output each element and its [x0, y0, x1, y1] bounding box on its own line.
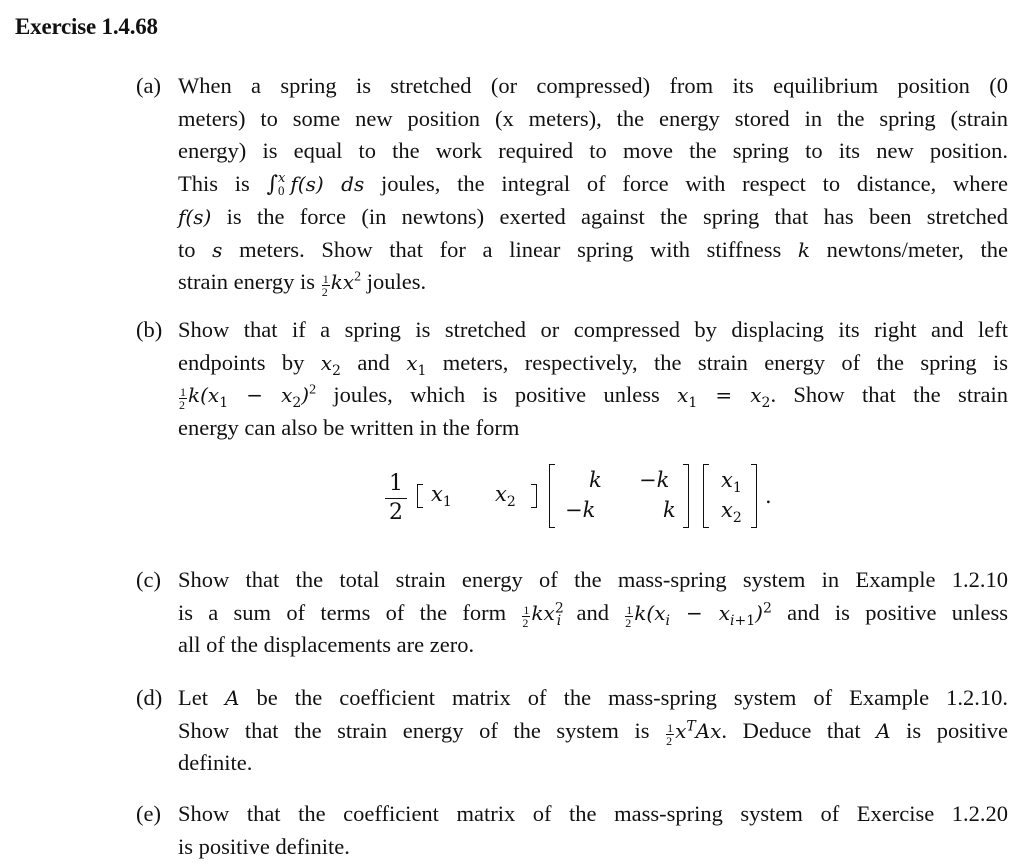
- equals-sign: =: [697, 383, 751, 407]
- column-vector-right-bracket: [751, 464, 757, 528]
- text-segment: and: [340, 349, 407, 375]
- text-line: [178, 379, 1008, 412]
- part-c-text: [178, 564, 1008, 662]
- part-a-text: [178, 70, 1008, 299]
- equation-period: .: [765, 484, 772, 508]
- text-line: [178, 266, 1008, 299]
- text-line: [178, 715, 1008, 748]
- text-segment: be the coefficient matrix of the mass-spring system of Example 1.2.10.: [239, 685, 1008, 710]
- integral-sign: ∫: [266, 171, 279, 197]
- text-line: When a spring is stretched (or compressed) from its equilibrium position (0: [178, 73, 1008, 98]
- integral-upper-limit: x: [278, 171, 286, 187]
- matrix-left-bracket: [549, 464, 555, 528]
- minus-sign: −: [228, 383, 282, 407]
- text-segment: joules, the integral of force with respect to distance, where: [364, 170, 1008, 196]
- text-line: all of the displacements are zero.: [178, 632, 475, 657]
- part-b-label: (b): [136, 317, 163, 342]
- text-line: [178, 682, 1008, 715]
- exponent: 2: [354, 269, 362, 285]
- text-segment: to: [178, 236, 213, 262]
- text-segment: and: [561, 599, 625, 625]
- text-line: [178, 597, 1008, 630]
- text-line: energy can also be written in the form: [178, 414, 520, 440]
- part-d-text: [178, 682, 1008, 780]
- math-expression: $k(x_1$: [188, 383, 229, 411]
- matrix-right-bracket: [683, 464, 689, 528]
- text-segment: is a sum of terms of the form: [178, 599, 522, 625]
- fraction-half: $\frac{1}{2}$: [666, 720, 674, 748]
- math-expression: f(s) ds: [290, 171, 365, 196]
- part-d-label: (d): [136, 685, 163, 710]
- math-expression: kx: [330, 270, 355, 294]
- text-segment: . Show that the strain: [770, 382, 1008, 407]
- part-a-label: (a): [136, 73, 161, 98]
- text-segment: is the force (in newtons) exerted against the spring that has been stretched: [211, 204, 1008, 229]
- minus-sign: −: [669, 600, 719, 625]
- math-variable: $x_1$: [677, 383, 698, 411]
- math-variable: A: [876, 718, 891, 743]
- text-line-integral: [178, 168, 1008, 202]
- math-expression: $x^TAx$: [675, 717, 722, 743]
- part-e-label: (e): [136, 801, 161, 826]
- fraction-half: $\frac{1}{2}$: [522, 602, 530, 630]
- fraction-half: $\frac{1}{2}$: [321, 272, 329, 299]
- text-line: Show that the coefficient matrix of the mass-spring system of Exercise 1.2.20: [178, 801, 1008, 826]
- exponent: 2: [309, 382, 317, 398]
- row-vector-entry: $x_1$: [431, 482, 452, 511]
- text-segment: strain energy is: [178, 269, 321, 294]
- text-segment: joules.: [361, 269, 427, 294]
- text-segment: . Deduce that: [721, 717, 877, 743]
- integral-limits: [278, 173, 285, 197]
- text-segment: endpoints by: [178, 349, 321, 375]
- text-segment: Show that the strain energy of the system is: [178, 717, 666, 743]
- math-expression: $k(x_i$: [634, 600, 670, 629]
- matrix-entry: k: [663, 498, 676, 522]
- math-variable: $x_2$: [320, 350, 341, 379]
- math-variable: $x_1$: [406, 350, 427, 379]
- text-segment: meters, respectively, the strain energy of the spring is: [426, 349, 1008, 375]
- row-vector-entry: $x_2$: [495, 482, 516, 511]
- matrix-entry: −k: [565, 498, 596, 522]
- text-line: energy) is equal to the work required to move the spring to its new position.: [178, 138, 1008, 163]
- column-vector-left-bracket: [703, 464, 709, 528]
- text-line: is positive definite.: [178, 833, 350, 859]
- integral-lower-limit: 0: [278, 183, 285, 199]
- fraction-half: $\frac{1}{2}$: [625, 602, 633, 630]
- text-segment: This is: [178, 170, 267, 196]
- fraction-half: $\frac{1}{2}$: [179, 385, 186, 412]
- text-segment: joules, which is positive unless: [316, 382, 678, 407]
- coefficient-fraction: 1 2: [385, 470, 407, 527]
- column-vector-entry: $x_1$: [721, 468, 742, 497]
- matrix-entry: −k: [639, 468, 670, 492]
- text-segment: newtons/meter, the: [810, 236, 1008, 262]
- text-segment: meters. Show that for a linear spring with stiffness: [222, 236, 798, 262]
- exercise-title: Exercise 1.4.68: [15, 14, 158, 39]
- text-line: meters) to some new position (x meters), the energy stored in the spring (strain: [178, 105, 1008, 131]
- math-expression: $kx^2_i$: [531, 599, 564, 629]
- text-segment: and is positive unless: [771, 599, 1008, 625]
- part-c-label: (c): [136, 567, 161, 592]
- text-line: Show that if a spring is stretched or compressed by displacing its right and left: [178, 317, 1008, 342]
- text-line: Show that the total strain energy of the mass-spring system in Example 1.2.10: [178, 567, 1008, 592]
- math-expression: f(s): [178, 205, 212, 229]
- row-vector-left-bracket: [417, 484, 423, 508]
- text-line: [178, 201, 1008, 234]
- matrix-equation: [385, 462, 825, 542]
- row-vector-right-bracket: [531, 484, 537, 508]
- text-line: definite.: [178, 750, 253, 775]
- text-line: [178, 234, 1008, 267]
- math-variable: $x_2$: [750, 383, 771, 411]
- math-variable: A: [225, 686, 240, 710]
- math-variable: k: [797, 237, 810, 262]
- part-b-text: [178, 314, 1008, 444]
- column-vector-entry: $x_2$: [721, 498, 742, 527]
- part-e-text: [178, 798, 1008, 863]
- text-segment: is positive: [890, 717, 1008, 743]
- math-expression: $x_{i+1})^2$: [718, 599, 772, 629]
- text-segment: Let: [178, 685, 226, 710]
- text-line: [178, 347, 1008, 380]
- matrix-entry: k: [589, 468, 602, 492]
- math-variable: s: [212, 237, 223, 262]
- math-expression: $x_2$): [281, 383, 310, 411]
